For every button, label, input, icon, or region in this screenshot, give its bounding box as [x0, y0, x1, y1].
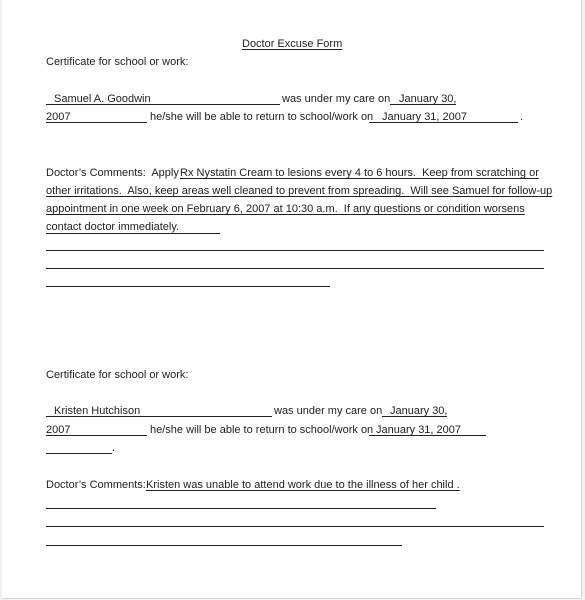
blank-line-2c: [46, 545, 402, 546]
patient-name-line-2: [46, 416, 272, 417]
comments-text-1-line-1: Rx Nystatin Cream to lesions every 4 to 6 hours. Keep from scratching or: [180, 167, 539, 179]
care-year-line-2: [46, 435, 147, 436]
comments-text-1-line-2: other irritations. Also, keep areas well cleaned to prevent from spreading. Will see Samuel for follow-up: [46, 185, 553, 197]
comments-text-1-line-3: appointment in one week on February 6, 2007 at 10:30 a.m. If any questions or condition worsens: [46, 203, 525, 215]
return-period-1: .: [520, 111, 524, 123]
blank-line-1c: [46, 286, 330, 287]
care-year-2: 2007: [46, 424, 71, 436]
return-period-2: .: [112, 442, 116, 454]
certificate-heading-2: Certificate for school or work:: [46, 369, 189, 381]
return-date-line-1: [369, 122, 518, 123]
return-date-1: January 31, 2007: [382, 111, 468, 123]
care-date-line-2: [382, 416, 447, 417]
blank-line-2a: [46, 508, 436, 509]
return-date-2: January 31, 2007: [376, 424, 462, 436]
care-year-line-1: [46, 122, 147, 123]
comments-line-1-4: [46, 233, 220, 234]
care-date-2: January 30,: [390, 405, 448, 417]
certificate-heading-1: Certificate for school or work:: [46, 56, 189, 68]
patient-name-2: Kristen Hutchison: [54, 405, 141, 417]
blank-line-1b: [46, 268, 544, 269]
return-text-2: he/she will be able to return to school/work on: [150, 424, 374, 436]
patient-name-line-1: [46, 104, 280, 105]
care-year-1: 2007: [46, 111, 71, 123]
return-text-1: he/she will be able to return to school/work on: [150, 111, 374, 123]
return-date-line-2: [369, 435, 486, 436]
care-date-line-1: [390, 104, 456, 105]
comments-text-2-line-1: Kristen was unable to attend work due to the illness of her child .: [146, 479, 460, 491]
page-title: Doctor Excuse Form: [242, 38, 343, 50]
blank-line-1a: [46, 250, 544, 251]
comments-text-1-line-4: contact doctor immediately.: [46, 221, 180, 233]
blank-line-2b: [46, 526, 544, 527]
document-page: [2, 0, 582, 599]
under-care-text-2: was under my care on: [274, 405, 383, 417]
comments-label-2: Doctor’s Comments:: [46, 479, 146, 491]
comments-label-1: Doctor’s Comments: Apply: [46, 167, 179, 179]
blank-line-2-period: [46, 453, 112, 454]
under-care-text-1: was under my care on: [282, 93, 391, 105]
care-date-1: January 30,: [399, 93, 457, 105]
patient-name-1: Samuel A. Goodwin: [54, 93, 151, 105]
